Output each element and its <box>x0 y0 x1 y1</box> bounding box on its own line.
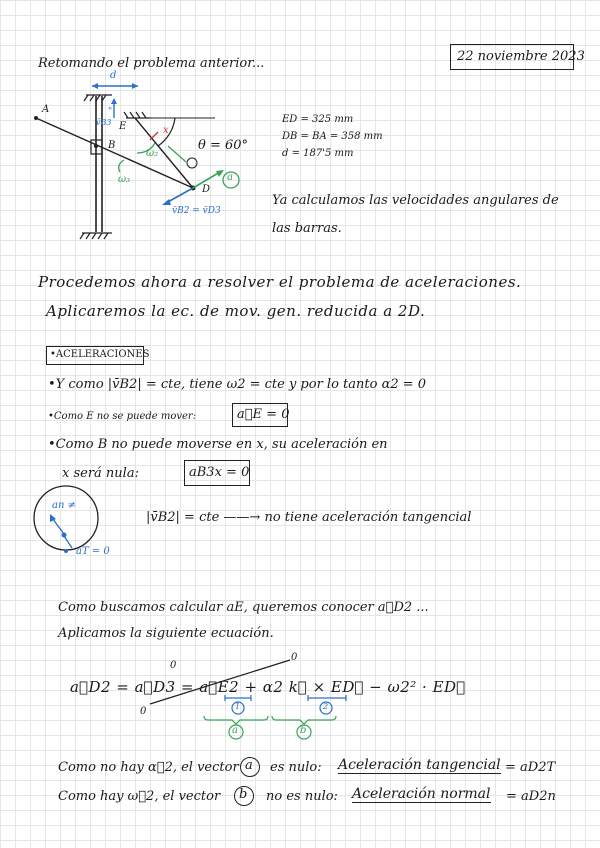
label-vB3: v̄B3 <box>96 118 112 127</box>
brace-b <box>272 716 336 724</box>
bullet-1: •Y como |v̄B2| = cte, tiene ω2 = cte y por lo tanto α2 = 0 <box>48 377 427 392</box>
label-B: B <box>108 140 116 151</box>
conclusion-2-post: = aD2n <box>506 789 556 804</box>
conclusion-2-mid: no es nulo: <box>266 789 338 804</box>
intro-line1: Procedemos ahora a resolver el problema de aceleraciones. <box>38 273 522 291</box>
section-title: •ACELERACIONES <box>50 349 150 360</box>
label-vB2-vD3: v̄B2 = v̄D3 <box>172 206 221 216</box>
circle-2-label: 2 <box>323 702 329 711</box>
bullet-3-box-text: aB3x = 0 <box>189 465 250 480</box>
label-circle-a: a <box>227 172 233 183</box>
eq-intro-line1: Como buscamos calcular aE, queremos conocer a⃗D2 ... <box>58 600 429 615</box>
label-E: E <box>119 121 127 132</box>
strike-line <box>150 660 290 704</box>
main-equation: a⃗D2 = a⃗D3 = a⃗E2 + α2 k⃗ × ED⃗ − ω2² · ED⃗ <box>70 678 466 696</box>
label-A: A <box>42 104 50 115</box>
note-line1: Ya calculamos las velocidades angulares de <box>272 193 559 208</box>
label-D: D <box>202 184 211 195</box>
conclusion-1-pre: Como no hay α⃗2, el vector <box>58 760 239 775</box>
eq-intro-line2: Aplicamos la siguiente ecuación. <box>58 626 274 641</box>
brace-a <box>204 716 268 724</box>
circle-b-label: b <box>300 725 307 736</box>
label-d: d <box>110 70 117 81</box>
label-omega2: ω₂ <box>146 148 159 159</box>
bullet-2-text: •Como E no se puede mover: <box>48 411 197 422</box>
circle-1-label: 1 <box>235 702 241 711</box>
conclusion-1-mid: es nulo: <box>270 760 322 775</box>
tangential-statement: |v̄B2| = cte ——→ no tiene aceleración tangencial <box>146 510 472 525</box>
conclusion-1-circle <box>240 757 260 777</box>
conclusion-2-circle <box>234 786 254 806</box>
label-at: aT = 0 <box>76 546 110 557</box>
label-mark: " <box>108 107 113 117</box>
label-theta: θ = 60° <box>198 138 249 153</box>
bullet-3-line2: x será nula: <box>62 466 139 481</box>
conclusion-1-post: = aD2T <box>505 760 556 775</box>
note-line2: las barras. <box>272 221 342 236</box>
eq-zero-c: 0 <box>291 652 298 663</box>
label-an: an ≠ <box>52 500 76 511</box>
conclusion-2-pre: Como hay ω⃗2, el vector <box>58 789 221 804</box>
date-text: 22 noviembre 2023 <box>457 49 585 64</box>
page-heading: Retomando el problema anterior... <box>38 56 265 71</box>
bullet-3-line1: •Como B no puede moverse en x, su aceleración en <box>48 437 388 452</box>
label-omega3: ω₃ <box>118 174 131 185</box>
circle-a-label: a <box>232 725 238 736</box>
intro-line2: Aplicaremos la ec. de mov. gen. reducida a 2D. <box>46 302 426 320</box>
given-d: d = 187'5 mm <box>282 148 354 159</box>
given-DB-BA: DB = BA = 358 mm <box>282 131 383 142</box>
conclusion-2-circle-text: b <box>239 787 248 802</box>
eq-zero-a: 0 <box>140 706 147 717</box>
conclusion-1-circle-text: a <box>245 758 253 773</box>
eq-zero-b: 0 <box>170 660 177 671</box>
bullet-2-box-text: a⃗E = 0 <box>237 407 290 422</box>
given-ED: ED = 325 mm <box>282 114 354 125</box>
conclusion-1-term: Aceleración tangencial <box>338 757 501 773</box>
label-x: x <box>163 125 169 136</box>
conclusion-2-term: Aceleración normal <box>352 786 491 802</box>
